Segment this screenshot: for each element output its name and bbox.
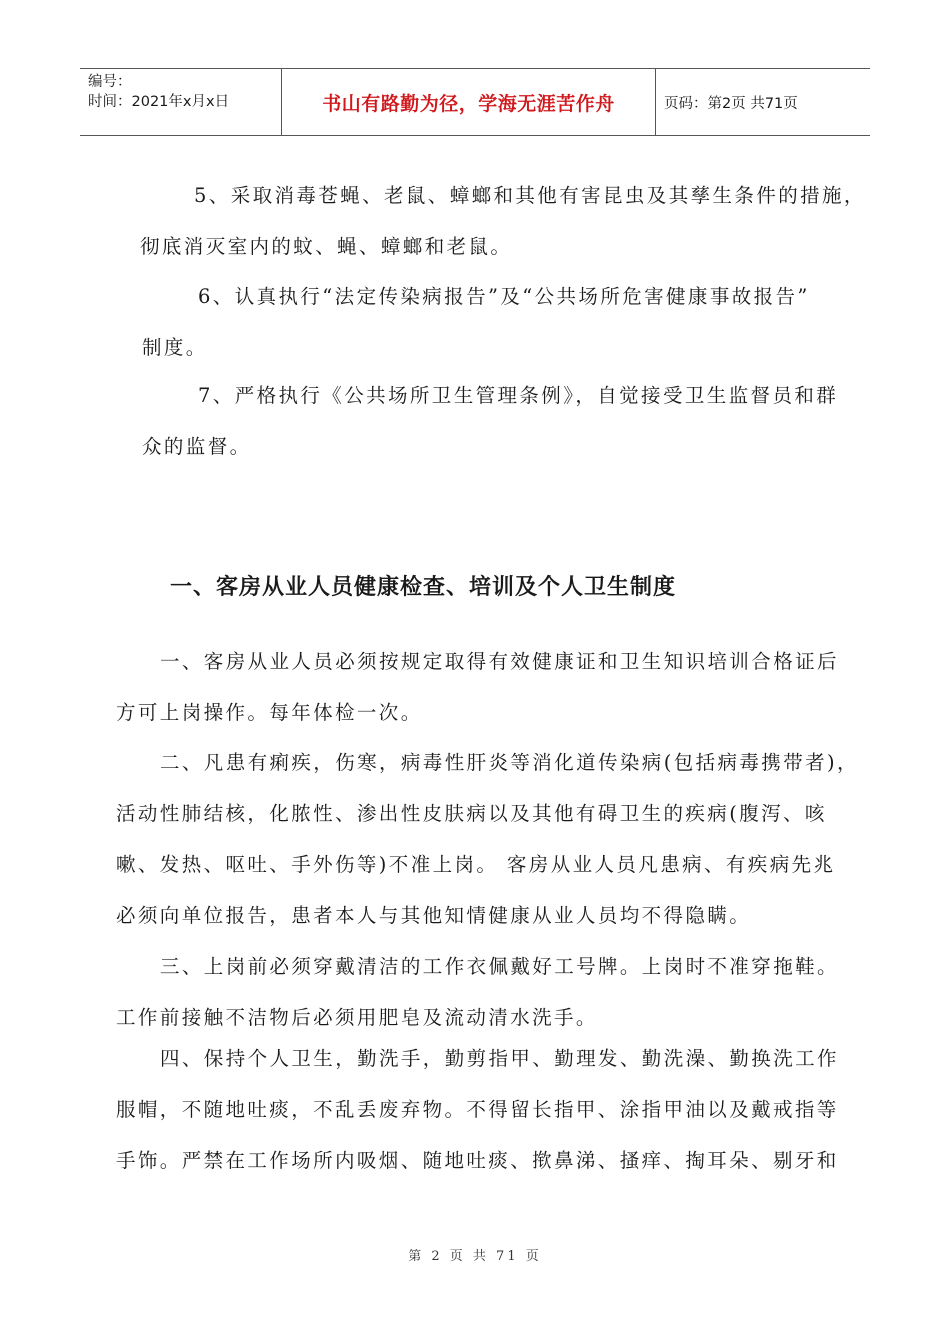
item-5-line-1: 5、采取消毒苍蝇、老鼠、蟑螂和其他有害昆虫及其孳生条件的措施， [194,184,866,207]
page-header [80,68,870,136]
item-7 [142,370,839,472]
item-6 [142,271,810,373]
rule-3 [116,941,839,1043]
item-7-line-2: 众的监督。 [142,435,252,458]
rule-2-line-3: 嗽、发热、呕吐、手外伤等)不准上岗。 客房从业人员凡患病、有疾病先兆 [116,853,836,876]
rule-4-line-3: 手饰。严禁在工作场所内吸烟、随地吐痰、揿鼻涕、搔痒、掏耳朵、剔牙和 [116,1149,839,1172]
rule-4-line-1: 四、保持个人卫生，勤洗手，勤剪指甲、勤理发、勤洗澡、勤换洗工作 [160,1047,839,1070]
rule-2-line-1: 二、凡患有痢疾，伤寒，病毒性肝炎等消化道传染病(包括病毒携带者)， [160,751,859,774]
number-label: 编号： [88,74,132,90]
rule-2 [116,737,859,941]
rule-3-line-1: 三、上岗前必须穿戴清洁的工作衣佩戴好工号牌。上岗时不准穿拖鞋。 [160,955,839,978]
section-heading: 一、客房从业人员健康检查、培训及个人卫生制度 [170,575,677,600]
rule-2-line-4: 必须向单位报告，患者本人与其他知情健康从业人员均不得隐瞒。 [116,904,752,927]
header-page-info: 页码：第2页 共71页 [664,95,798,112]
rule-1 [116,636,839,738]
item-6-line-1: 6、认真执行“法定传染病报告”及“公共场所危害健康事故报告” [198,285,810,308]
item-5-line-2: 彻底消灭室内的蚊、蝇、蟑螂和老鼠。 [140,235,513,258]
page-footer: 第 2 页 共 71 页 [408,1249,542,1264]
rule-1-line-2: 方可上岗操作。每年体检一次。 [116,701,423,724]
item-7-line-1: 7、严格执行《公共场所卫生管理条例》，自觉接受卫生监督员和群 [198,384,839,407]
rule-1-line-1: 一、客房从业人员必须按规定取得有效健康证和卫生知识培训合格证后 [160,650,839,673]
rule-4 [116,1033,839,1186]
header-motto: 书山有路勤为径，学海无涯苦作舟 [282,69,656,135]
rule-4-line-2: 服帽，不随地吐痰，不乱丢废弃物。不得留长指甲、涂指甲油以及戴戒指等 [116,1098,839,1121]
time-label: 时间：2021年x月x日 [88,94,230,110]
item-6-line-2: 制度。 [142,336,208,359]
rule-2-line-2: 活动性肺结核，化脓性、渗出性皮肤病以及其他有碍卫生的疾病(腹泻、咳 [116,802,827,825]
item-5 [140,170,866,272]
header-meta [80,69,282,135]
rule-3-line-2: 工作前接触不洁物后必须用肥皂及流动清水洗手。 [116,1006,598,1029]
